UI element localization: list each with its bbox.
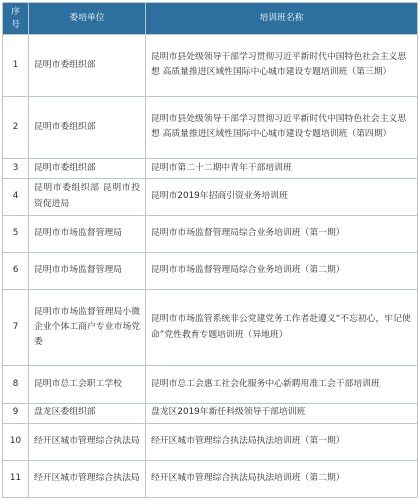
cell-name: 昆明市2019年招商引资业务培训班 [146,178,418,215]
cell-no: 2 [3,96,29,158]
cell-org: 昆明市总工会职工学校 [29,366,146,403]
cell-no: 5 [3,215,29,252]
header-no-line1: 序 [11,6,20,17]
cell-org: 昆明市市场监督管理局小微企业个体工商户专业市场党委 [29,290,146,366]
header-no [3,3,29,35]
table-row [3,423,418,460]
table-row [3,158,418,178]
table-row [3,178,418,215]
table-row [3,366,418,403]
cell-name: 昆明市市场监督管理局综合业务培训班（第二期） [146,252,418,289]
cell-name: 昆明市第二十二期中青年干部培训班 [146,158,418,178]
cell-no: 7 [3,290,29,366]
cell-org: 昆明市委组织部 昆明市投资促进局 [29,178,146,215]
header-no-line2: 号 [11,19,20,30]
cell-name: 昆明市县处级领导干部学习贯彻习近平新时代中国特色社会主义思想 高质量推进区域性国际中心城市建设专题培训班（第三期） [146,35,418,97]
cell-name: 昆明市总工会惠工社会化服务中心新聘用准工会干部培训班 [146,366,418,403]
cell-name: 昆明市市场监管系统非公党建党务工作者赴遵义“不忘初心，牢记使命”党性教育专题培训班（异地班） [146,290,418,366]
cell-name: 经开区城市管理综合执法局执法培训班（第二期） [146,460,418,497]
cell-no: 3 [3,158,29,178]
table-row [3,252,418,289]
cell-no: 9 [3,403,29,423]
cell-no: 1 [3,35,29,97]
cell-no: 6 [3,252,29,289]
cell-org: 昆明市委组织部 [29,96,146,158]
cell-org: 经开区城市管理综合执法局 [29,423,146,460]
cell-no: 4 [3,178,29,215]
table-row [3,215,418,252]
table-header-row [3,3,418,35]
header-org: 委培单位 [29,3,146,35]
cell-name: 昆明市市场监督管理局综合业务培训班（第一期） [146,215,418,252]
cell-name: 盘龙区2019年新任科级领导干部培训班 [146,403,418,423]
cell-org: 昆明市委组织部 [29,158,146,178]
cell-org: 昆明市市场监督管理局 [29,252,146,289]
cell-org: 盘龙区委组织部 [29,403,146,423]
table-row [3,290,418,366]
cell-name: 昆明市县处级领导干部学习贯彻习近平新时代中国特色社会主义思想 高质量推进区域性国际中心城市建设专题培训班（第四期） [146,96,418,158]
cell-name: 经开区城市管理综合执法局执法培训班（第一期） [146,423,418,460]
cell-no: 11 [3,460,29,497]
header-name: 培训班名称 [146,3,418,35]
cell-org: 经开区城市管理综合执法局 [29,460,146,497]
training-class-table [2,2,418,498]
cell-no: 10 [3,423,29,460]
table-row [3,460,418,497]
table-row [3,96,418,158]
table-row [3,35,418,97]
cell-no: 8 [3,366,29,403]
cell-org: 昆明市市场监督管理局 [29,215,146,252]
table-row [3,403,418,423]
cell-org: 昆明市委组织部 [29,35,146,97]
